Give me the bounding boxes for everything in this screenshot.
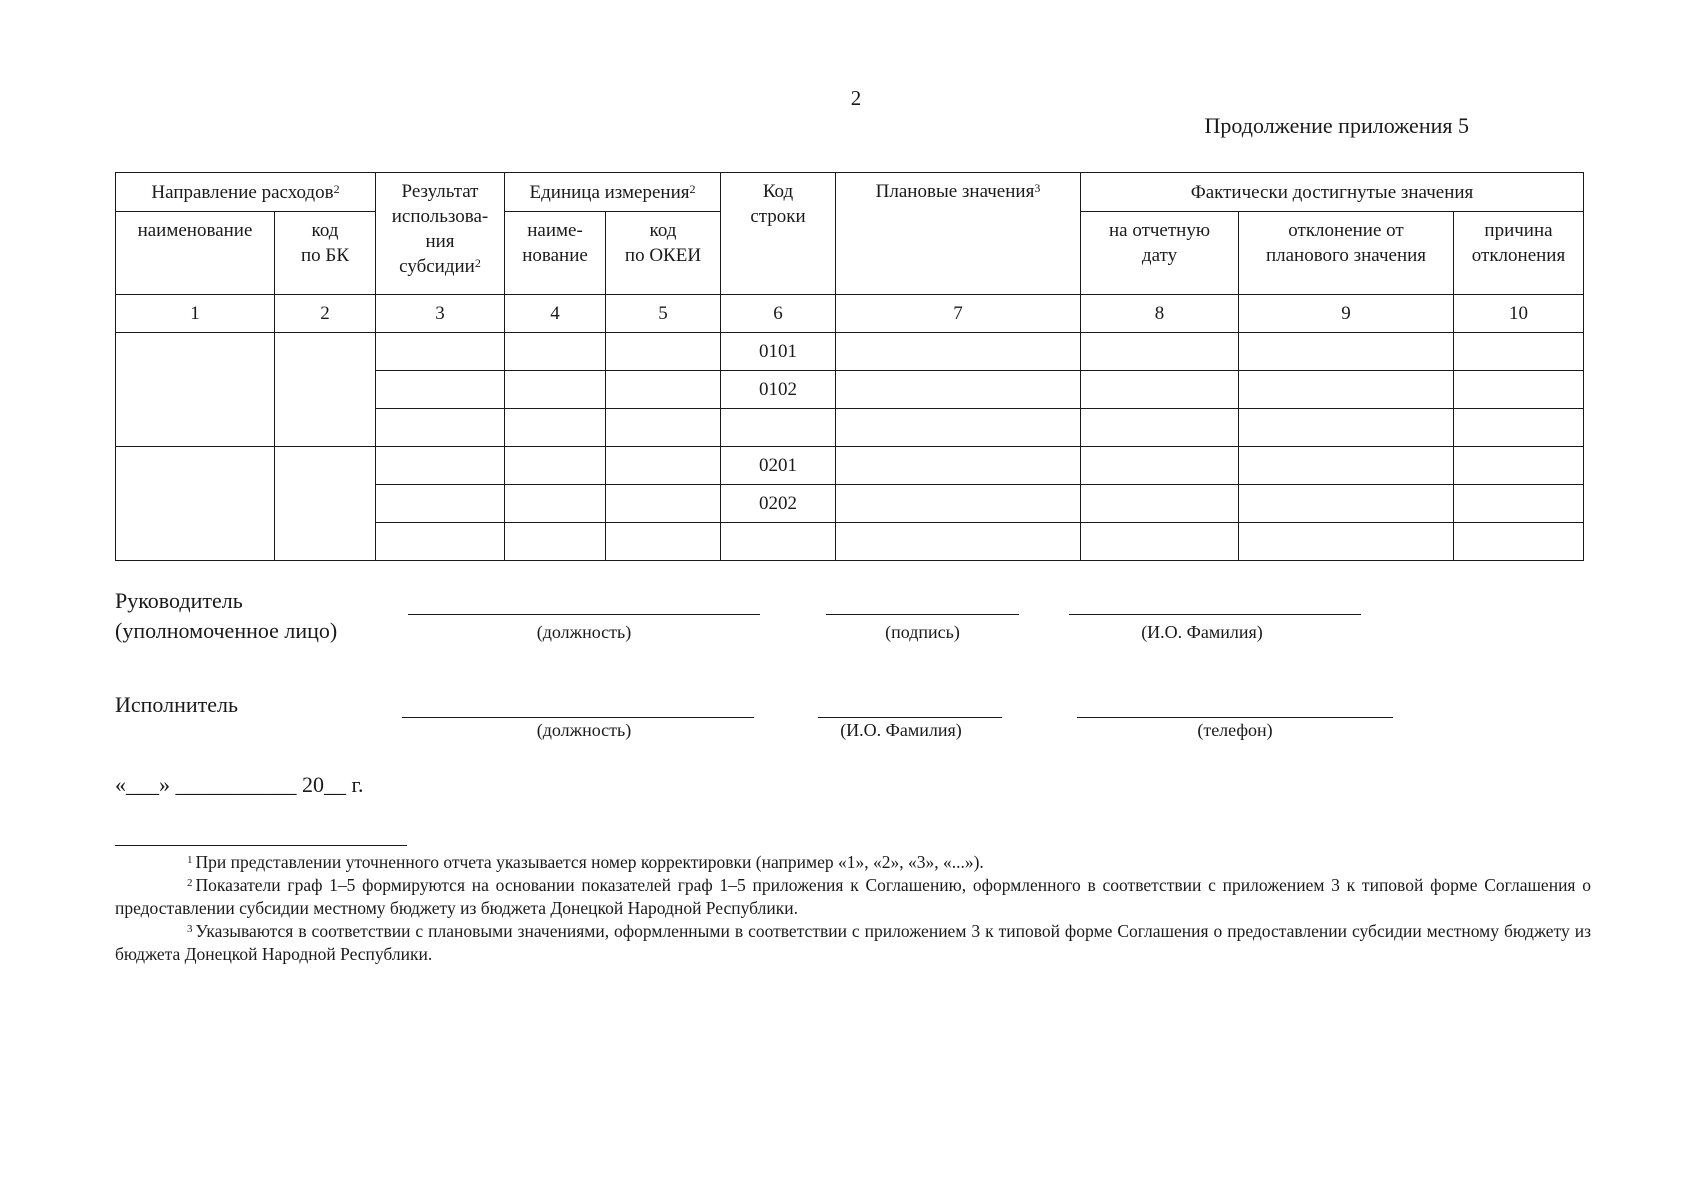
actual-value-cell[interactable]	[1081, 447, 1239, 485]
subheader-budget-code: код по БК	[275, 212, 376, 295]
actual-value-cell[interactable]	[1081, 333, 1239, 371]
result-cell[interactable]	[376, 371, 505, 409]
column-number: 3	[376, 295, 505, 333]
executor-name-caption: (И.О. Фамилия)	[840, 720, 962, 740]
head-signature-label	[115, 586, 337, 646]
actual-value-cell[interactable]	[1081, 371, 1239, 409]
table-row	[116, 447, 1584, 485]
reason-cell[interactable]	[1454, 447, 1584, 485]
header-actual-values: Фактически достигнутые значения	[1081, 173, 1584, 212]
subheader-deviation: отклонение от планового значения	[1239, 212, 1454, 295]
planned-value-cell[interactable]	[836, 485, 1081, 523]
executor-phone-caption: (телефон)	[1197, 720, 1273, 740]
footnote: $^3$ Указываются в соответствии с плановыми значениями, оформленными в соответствии с приложением 3 к типовой форме Соглашения о предоставлении субсидии местному бюджету из бюджета Донецкой Народной Республики.	[115, 921, 1591, 964]
line-code-cell: 0101	[721, 333, 836, 371]
subheader-direction-name: наименование	[116, 212, 275, 295]
actual-value-cell[interactable]	[1081, 485, 1239, 523]
line-code-cell: 0201	[721, 447, 836, 485]
result-cell[interactable]	[376, 523, 505, 561]
unit-name-cell[interactable]	[505, 409, 606, 447]
deviation-cell[interactable]	[1239, 333, 1454, 371]
column-number: 8	[1081, 295, 1239, 333]
column-number: 10	[1454, 295, 1584, 333]
column-number: 2	[275, 295, 376, 333]
reason-cell[interactable]	[1454, 409, 1584, 447]
direction-name-cell[interactable]	[116, 447, 275, 561]
subheader-okei-code: код по ОКЕИ	[606, 212, 721, 295]
page-number: 2	[850, 86, 862, 110]
header-line-code: Код строки	[721, 173, 836, 295]
executor-position-line[interactable]	[402, 717, 754, 718]
date-line[interactable]: «___» ___________ 20__ г.	[115, 772, 364, 797]
line-code-cell	[721, 409, 836, 447]
appendix-continuation-note: Продолжение приложения 5	[1204, 113, 1469, 138]
deviation-cell[interactable]	[1239, 485, 1454, 523]
okei-code-cell[interactable]	[606, 333, 721, 371]
unit-name-cell[interactable]	[505, 485, 606, 523]
result-cell[interactable]	[376, 447, 505, 485]
planned-value-cell[interactable]	[836, 447, 1081, 485]
line-code-cell: 0102	[721, 371, 836, 409]
unit-name-cell[interactable]	[505, 371, 606, 409]
deviation-cell[interactable]	[1239, 523, 1454, 561]
column-number: 5	[606, 295, 721, 333]
deviation-cell[interactable]	[1239, 447, 1454, 485]
executor-name-line[interactable]	[818, 717, 1002, 718]
column-number-row	[116, 295, 1584, 333]
line-code-cell	[721, 523, 836, 561]
planned-value-cell[interactable]	[836, 409, 1081, 447]
head-position-caption: (должность)	[536, 622, 632, 642]
head-signature-caption: (подпись)	[885, 622, 960, 642]
direction-name-cell[interactable]	[116, 333, 275, 447]
line-code-cell: 0202	[721, 485, 836, 523]
result-cell[interactable]	[376, 333, 505, 371]
deviation-cell[interactable]	[1239, 409, 1454, 447]
reason-cell[interactable]	[1454, 333, 1584, 371]
executor-position-caption: (должность)	[536, 720, 632, 740]
okei-code-cell[interactable]	[606, 447, 721, 485]
result-cell[interactable]	[376, 485, 505, 523]
head-label-line: Руководитель	[115, 588, 243, 613]
head-signature-line[interactable]	[826, 614, 1019, 615]
footnote-separator	[115, 845, 407, 846]
header-planned-values: Плановые значения$^3$	[836, 173, 1081, 295]
actual-value-cell[interactable]	[1081, 523, 1239, 561]
result-cell[interactable]	[376, 409, 505, 447]
column-number: 6	[721, 295, 836, 333]
header-subsidy-result: Результат использова- ния субсидии$^2$	[376, 173, 505, 295]
subheader-deviation-reason: причина отклонения	[1454, 212, 1584, 295]
column-number: 7	[836, 295, 1081, 333]
okei-code-cell[interactable]	[606, 485, 721, 523]
planned-value-cell[interactable]	[836, 371, 1081, 409]
budget-code-cell[interactable]	[275, 447, 376, 561]
okei-code-cell[interactable]	[606, 523, 721, 561]
head-label-line: (уполномоченное лицо)	[115, 618, 338, 643]
unit-name-cell[interactable]	[505, 523, 606, 561]
actual-value-cell[interactable]	[1081, 409, 1239, 447]
column-number: 9	[1239, 295, 1454, 333]
column-number: 4	[505, 295, 606, 333]
executor-phone-line[interactable]	[1077, 717, 1393, 718]
head-position-line[interactable]	[408, 614, 760, 615]
footnotes	[115, 851, 1591, 966]
planned-value-cell[interactable]	[836, 333, 1081, 371]
deviation-cell[interactable]	[1239, 371, 1454, 409]
subheader-reporting-date: на отчетную дату	[1081, 212, 1239, 295]
footnote: $^2$ Показатели граф 1–5 формируются на основании показателей граф 1–5 приложения к Соглашению, оформленного в соответствии с приложением 3 к типовой форме Соглашения о предоставлении субсидии местному бюджету из бюджета Донецкой Народной Республики.	[115, 875, 1591, 918]
okei-code-cell[interactable]	[606, 371, 721, 409]
reason-cell[interactable]	[1454, 523, 1584, 561]
report-table	[115, 172, 1584, 561]
executor-label: Исполнитель	[115, 692, 239, 717]
head-name-line[interactable]	[1069, 614, 1361, 615]
header-direction-of-expenses: Направление расходов$^2$	[116, 173, 376, 212]
reason-cell[interactable]	[1454, 371, 1584, 409]
subheader-unit-name: наиме- нование	[505, 212, 606, 295]
unit-name-cell[interactable]	[505, 333, 606, 371]
budget-code-cell[interactable]	[275, 333, 376, 447]
header-unit-of-measure: Единица измерения$^2$	[505, 173, 721, 212]
unit-name-cell[interactable]	[505, 447, 606, 485]
column-number: 1	[116, 295, 275, 333]
table-row	[116, 333, 1584, 371]
okei-code-cell[interactable]	[606, 409, 721, 447]
planned-value-cell[interactable]	[836, 523, 1081, 561]
head-name-caption: (И.О. Фамилия)	[1141, 622, 1263, 642]
reason-cell[interactable]	[1454, 485, 1584, 523]
footnote: $^1$ При представлении уточненного отчета указывается номер корректировки (например «1», «2», «3», «...»).	[187, 852, 984, 872]
